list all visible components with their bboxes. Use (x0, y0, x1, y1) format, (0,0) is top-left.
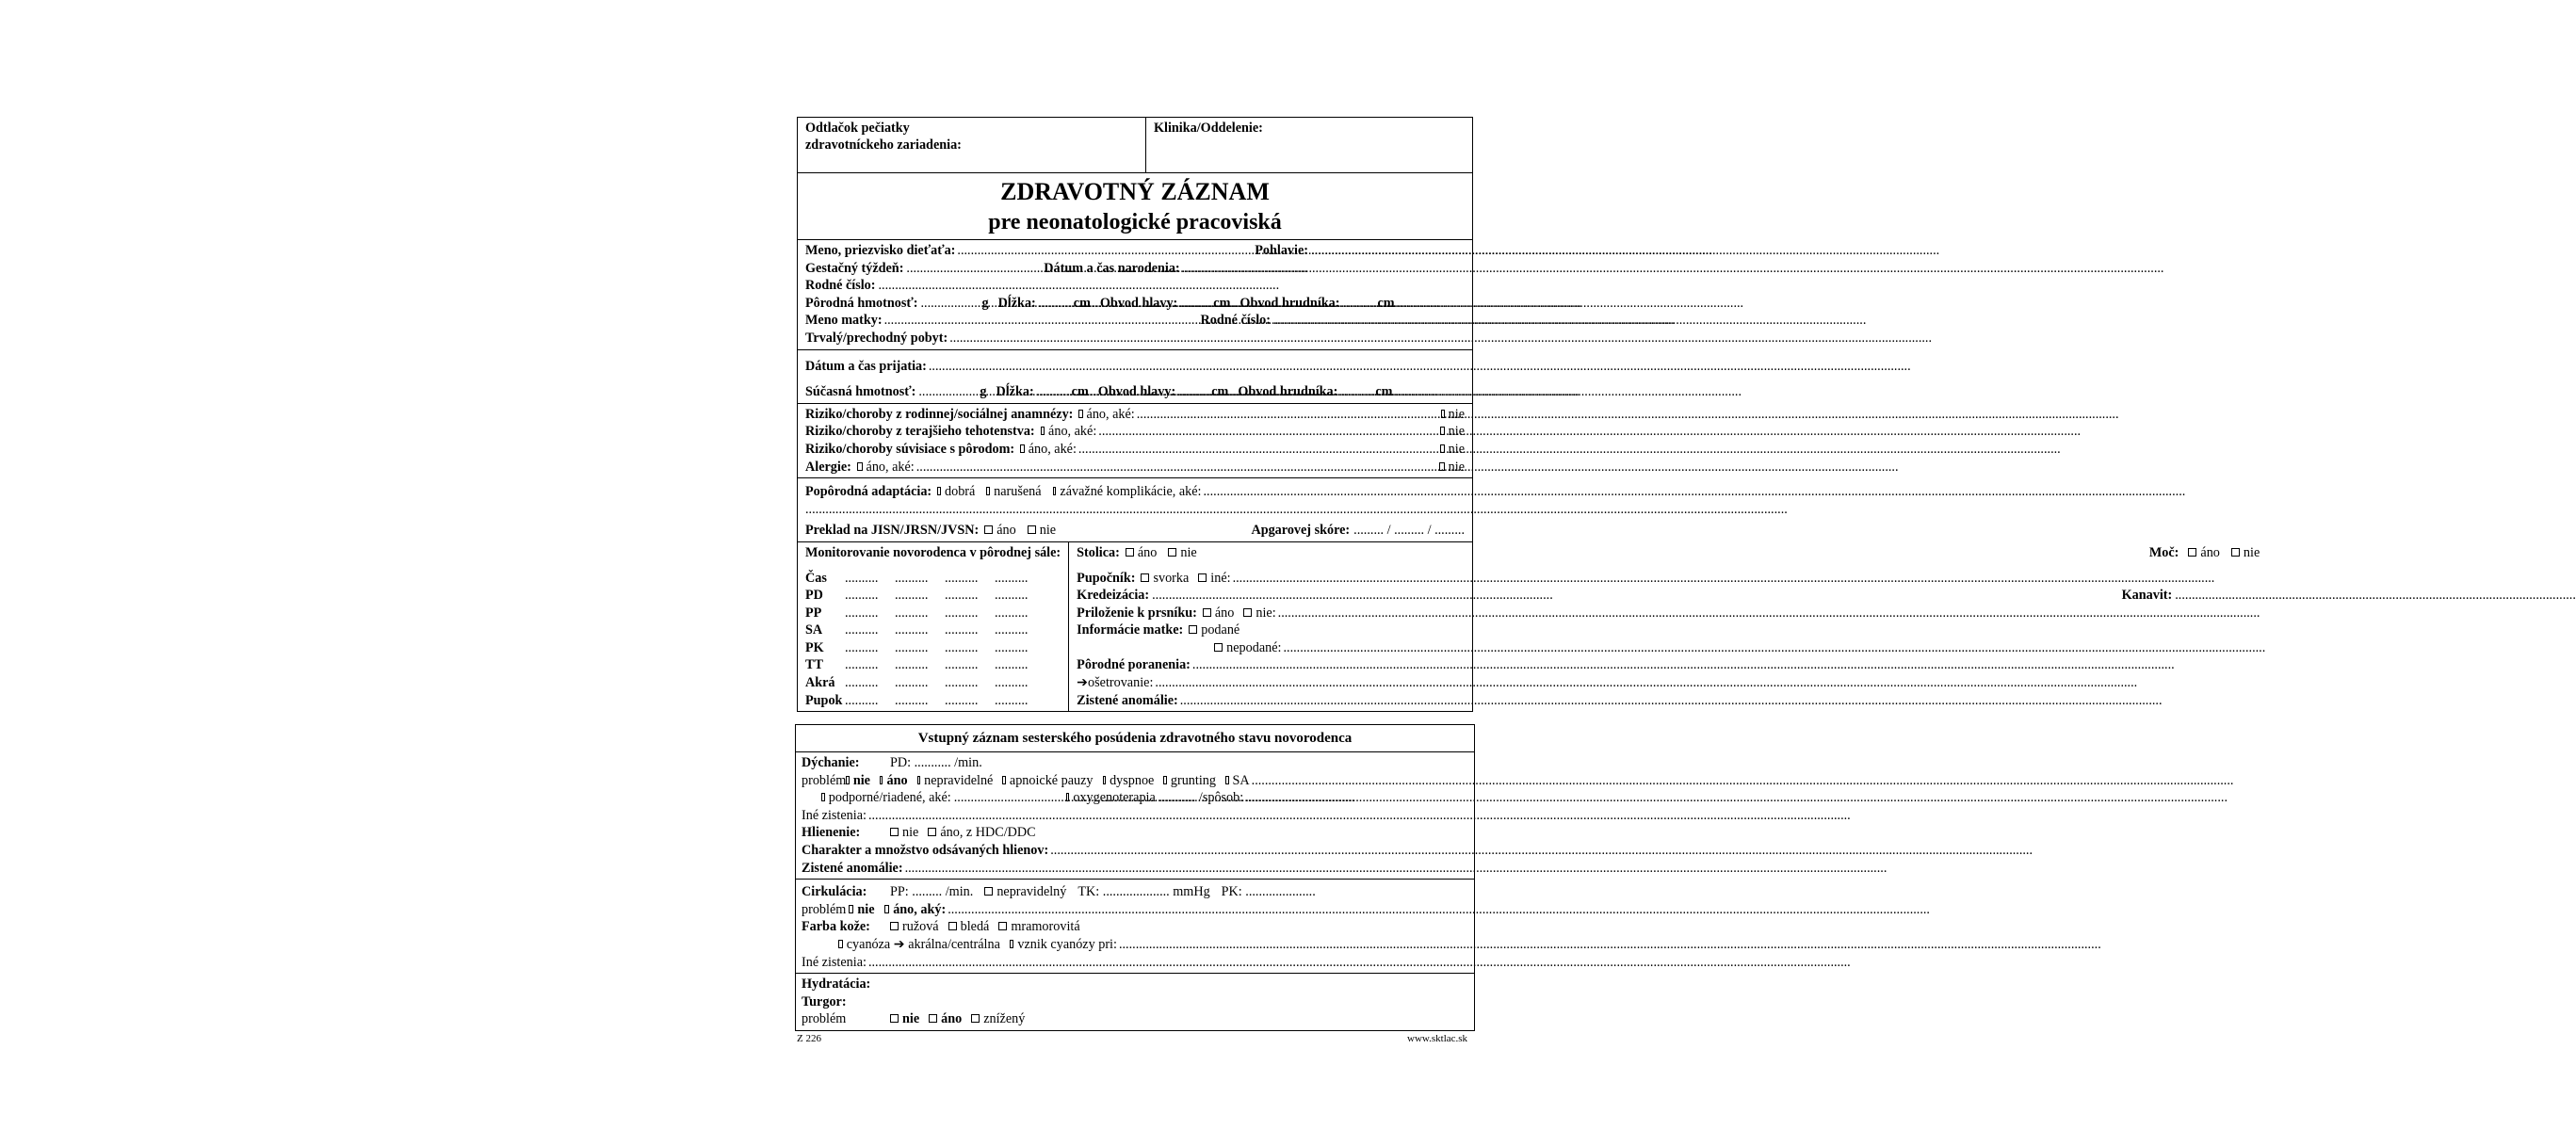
monitoring-cell[interactable] (945, 639, 995, 657)
kanavit-label: Kanavit: (2121, 588, 2173, 604)
birth-number-field[interactable] (878, 277, 1071, 295)
no-label: nie (1448, 406, 1465, 422)
cyanosis-when-field[interactable] (1119, 936, 1466, 954)
risk-pregnancy-field[interactable] (1098, 423, 1433, 441)
monitoring-cell[interactable] (945, 587, 995, 605)
form-code: Z 226 (797, 1033, 821, 1044)
unit-cm: cm (1213, 295, 1231, 311)
breast-field[interactable] (1278, 605, 2266, 622)
mother-name-field[interactable] (884, 312, 1196, 330)
problem-label: problém (802, 901, 847, 917)
problem-label: problém (802, 1011, 847, 1027)
turgor-label: Turgor: (802, 993, 847, 1009)
credeization-field[interactable] (1152, 587, 1256, 605)
checkbox-icon[interactable] (1066, 793, 1070, 801)
pale-label: bledá (960, 919, 990, 935)
credeization-label: Kredeizácia: (1077, 588, 1150, 604)
checkbox-icon[interactable] (1126, 548, 1134, 557)
checkbox-icon[interactable] (1198, 573, 1207, 582)
monitoring-cell[interactable] (895, 674, 945, 692)
head-field[interactable] (1180, 295, 1210, 313)
checkbox-icon[interactable] (937, 487, 941, 495)
monitoring-cell[interactable] (845, 656, 895, 674)
no-label: nie (1039, 523, 1057, 539)
checkbox-icon[interactable] (1078, 410, 1082, 418)
yes-which-label: áno, aké: (1086, 406, 1135, 422)
stamp-label-2: zdravotníckeho zariadenia: (805, 137, 962, 153)
skin-label: Farba kože: (802, 919, 870, 935)
current-weight-field[interactable] (918, 383, 977, 401)
monitoring-cell[interactable] (945, 692, 995, 710)
irregular-label: nepravidelné (924, 772, 994, 788)
residence-field[interactable] (949, 330, 1463, 347)
monitoring-section (798, 542, 2260, 711)
breast-label: Priloženie k prsníku: (1077, 605, 1197, 621)
monitoring-cell[interactable] (845, 570, 895, 588)
monitoring-column (798, 542, 1069, 711)
no-label: nie (1448, 424, 1466, 440)
stamp-label-1: Odtlačok pečiatky (805, 121, 910, 136)
checkbox-icon[interactable] (1020, 444, 1025, 453)
allergy-field[interactable] (916, 459, 1432, 476)
chest-label: Obvod hrudníka: (1239, 295, 1340, 311)
unit-cm: cm (1377, 295, 1395, 311)
checkbox-icon[interactable] (846, 776, 850, 784)
grunting-label: grunting (1170, 772, 1216, 788)
monitoring-cell[interactable] (845, 605, 895, 622)
current-length-field[interactable] (1037, 383, 1069, 401)
other-label: iné: (1210, 570, 1231, 586)
irregular-m-label: nepravidelný (996, 884, 1067, 900)
child-name-field[interactable] (957, 242, 1250, 260)
yes-label: áno (941, 1011, 963, 1027)
kanavit-field[interactable] (2175, 587, 2264, 605)
monitoring-cell[interactable] (895, 639, 945, 657)
yes-which-label: áno, aké: (1048, 424, 1097, 440)
mucus-yes-label: áno, z HDC/DDC (940, 825, 1036, 841)
current-head-field[interactable] (1178, 383, 1208, 401)
no-label: nie (852, 772, 870, 788)
checkbox-icon[interactable] (928, 828, 936, 836)
monitoring-row (805, 570, 1061, 588)
checkbox-icon[interactable] (948, 922, 957, 930)
monitoring-cell[interactable] (945, 674, 995, 692)
monitoring-cell[interactable] (845, 674, 895, 692)
checkbox-icon[interactable] (971, 1014, 980, 1023)
umbilical-field[interactable] (1233, 570, 2266, 588)
checkbox-icon[interactable] (1203, 608, 1211, 617)
checkbox-icon[interactable] (1440, 444, 1445, 453)
checkbox-icon[interactable] (1440, 427, 1444, 435)
monitoring-row-label: Akrá (805, 675, 835, 691)
apnea-label: apnoické pauzy (1009, 772, 1094, 788)
cyanosis-label: cyanóza ➔ akrálna/centrálna (846, 936, 1000, 952)
yes-label: áno (886, 772, 908, 788)
checkbox-icon[interactable] (984, 887, 993, 896)
circulation-problem-field[interactable] (948, 901, 1466, 919)
checkbox-icon[interactable] (984, 525, 993, 534)
dyspnea-label: dyspnoe (1110, 772, 1155, 788)
serious-label: závažné komplikácie, aké: (1060, 484, 1202, 500)
apgar-field[interactable]: ......... / ......... / ......... (1353, 523, 1465, 539)
checkbox-icon[interactable] (821, 793, 825, 801)
stamp-field[interactable] (798, 118, 1146, 172)
good-label: dobrá (945, 484, 976, 500)
circulation-label: Cirkulácia: (802, 884, 867, 900)
injuries-field[interactable] (1192, 656, 2265, 674)
marbled-label: mramorovitá (1011, 919, 1080, 935)
checkbox-icon[interactable] (1168, 548, 1176, 557)
risk-family-label: Riziko/choroby z rodinnej/sociálnej anamnézy: (805, 406, 1074, 422)
monitoring-row (805, 605, 1061, 622)
website: www.sktlac.sk (1407, 1033, 1468, 1044)
monitoring-cell[interactable] (845, 587, 895, 605)
nursing-assessment-form (795, 724, 1475, 1031)
stool-label: Stolica: (1077, 544, 1120, 560)
chest-field[interactable] (1342, 295, 1374, 313)
checkbox-icon[interactable] (998, 922, 1007, 930)
urine-label: Moč: (2148, 544, 2179, 560)
checkbox-icon[interactable] (838, 940, 842, 948)
breathing-anomalies-label: Zistené anomálie: (802, 860, 903, 876)
tk-field[interactable]: TK: .................... mmHg (1077, 884, 1210, 900)
sex-field[interactable] (1311, 242, 1462, 260)
monitoring-cell[interactable] (995, 622, 1045, 639)
adaptation-section (798, 478, 1472, 542)
mother-birth-number-label: Rodné číslo: (1200, 313, 1271, 329)
monitoring-cell[interactable] (995, 605, 1045, 622)
checkbox-icon[interactable] (1028, 525, 1036, 534)
circulation-other-field[interactable] (868, 954, 1466, 972)
anomalies-field[interactable] (1180, 692, 2266, 710)
title-line-2: pre neonatologické pracoviská (988, 210, 1282, 234)
supported-label: podporné/riadené, aké: (828, 790, 951, 806)
checkbox-icon[interactable] (1189, 625, 1197, 634)
treatment-field[interactable] (1155, 674, 2265, 692)
checkbox-icon[interactable] (890, 1014, 899, 1023)
adaptation-continuation-field[interactable] (805, 501, 1465, 519)
unit-cm: cm (1071, 384, 1089, 400)
hydration-section (796, 974, 1474, 1030)
circulation-section (796, 880, 1474, 974)
yes-label: áno (2200, 544, 2220, 560)
child-name-label: Meno, priezvisko dieťaťa: (805, 243, 956, 258)
yes-label: áno (996, 523, 1016, 539)
unit-g: g (980, 384, 987, 400)
form-header (798, 118, 1472, 173)
oxygen-label: oxygenoterapia ........... /spôsob: (1073, 790, 1244, 806)
breathing-section (796, 752, 1474, 880)
monitoring-cell[interactable] (895, 656, 945, 674)
mucus-char-field[interactable] (1050, 842, 1466, 860)
umbilical-label: Pupočník: (1077, 570, 1136, 586)
hydration-label: Hydratácia: (802, 977, 871, 993)
birth-weight-field[interactable] (920, 295, 979, 313)
checkbox-icon[interactable] (1214, 643, 1223, 652)
risk-birth-label: Riziko/choroby súvisiace s pôrodom: (805, 441, 1015, 457)
breathing-anomalies-field[interactable] (905, 860, 1466, 878)
pk-field[interactable]: PK: ..................... (1221, 884, 1316, 900)
monitoring-row (805, 639, 1061, 657)
monitoring-cell[interactable] (845, 692, 895, 710)
length-label: Dĺžka: (997, 295, 1036, 311)
monitoring-row-label: Čas (805, 570, 827, 586)
admission-datetime-label: Dátum a čas prijatia: (805, 358, 927, 374)
current-chest-field[interactable] (1340, 383, 1372, 401)
checkbox-icon[interactable] (1441, 410, 1445, 418)
gest-week-field[interactable] (906, 260, 1038, 278)
checkbox-icon[interactable] (1225, 776, 1229, 784)
risk-family-field[interactable] (1137, 406, 1434, 424)
monitoring-row-label: TT (805, 657, 823, 673)
monitoring-cell[interactable] (995, 674, 1045, 692)
neonatal-record-form (797, 117, 2260, 712)
unit-cm: cm (1073, 295, 1091, 311)
no-label: nie (1180, 544, 1197, 560)
no-label: nie (1448, 441, 1466, 457)
monitoring-cell[interactable] (995, 570, 1045, 588)
monitoring-cell[interactable] (895, 692, 945, 710)
risk-birth-field[interactable] (1078, 441, 1433, 459)
given-label: podané (1201, 622, 1240, 638)
birth-weight-label: Pôrodná hmotnosť: (805, 295, 918, 311)
risks-section (798, 404, 1472, 478)
checkbox-icon[interactable] (1002, 776, 1006, 784)
pink-label: ružová (902, 919, 939, 935)
title-line-1: ZDRAVOTNÝ ZÁZNAM (1000, 178, 1270, 205)
yes-which-label: áno, aké: (866, 459, 915, 475)
yes-label: áno (1137, 544, 1158, 560)
injuries-label: Pôrodné poranenia: (1077, 657, 1191, 673)
monitoring-row (805, 674, 1061, 692)
checkbox-icon[interactable] (986, 487, 990, 495)
problem-label: problém (802, 772, 847, 788)
anomalies-label: Zistené anomálie: (1077, 692, 1178, 708)
treatment-label: ➔ošetrovanie: (1077, 675, 1154, 691)
adaptation-field[interactable] (1204, 483, 1463, 501)
checkbox-icon[interactable] (1103, 776, 1107, 784)
mother-info-label: Informácie matke: (1077, 622, 1184, 638)
adaptation-label: Popôrodná adaptácia: (805, 484, 932, 500)
birth-number-label: Rodné číslo: (805, 278, 876, 294)
checkbox-icon[interactable] (1053, 487, 1057, 495)
monitoring-cell[interactable] (945, 570, 995, 588)
current-weight-label: Súčasná hmotnosť: (805, 384, 916, 400)
monitoring-table (805, 570, 1061, 710)
mother-birth-number-field[interactable] (1273, 312, 1462, 330)
sex-label: Pohlavie: (1255, 243, 1308, 258)
monitoring-row-label: PD (805, 588, 823, 604)
mucus-label: Hlienenie: (802, 825, 861, 841)
birth-datetime-field[interactable] (1182, 260, 1463, 278)
residence-label: Trvalý/prechodný pobyt: (805, 330, 948, 346)
admission-datetime-field[interactable] (929, 358, 1463, 376)
mother-name-label: Meno matky: (805, 313, 883, 329)
cyanosis-when-label: vznik cyanózy pri: (1017, 936, 1117, 952)
gest-week-label: Gestačný týždeň: (805, 260, 904, 276)
checkbox-icon[interactable] (1141, 573, 1149, 582)
admission-section (798, 350, 1472, 404)
birth-datetime-label: Dátum a čas narodenia: (1044, 260, 1180, 276)
checkbox-icon[interactable] (1010, 940, 1013, 948)
checkbox-icon[interactable] (1041, 427, 1045, 435)
nursing-title: Vstupný záznam sesterského posúdenia zdravotného stavu novorodenca (796, 725, 1474, 752)
mucus-char-label: Charakter a množstvo odsávaných hlienov: (802, 842, 1049, 858)
current-head-label: Obvod hlavy: (1097, 384, 1176, 400)
monitoring-cell[interactable] (895, 605, 945, 622)
monitoring-cell[interactable] (845, 622, 895, 639)
circulation-other-label: Iné zistenia: (802, 954, 867, 970)
allergy-label: Alergie: (805, 459, 851, 475)
checkbox-icon[interactable] (2231, 548, 2240, 557)
checkbox-icon[interactable] (884, 905, 890, 913)
clinic-field[interactable] (1146, 118, 1472, 172)
unit-cm: cm (1375, 384, 1393, 400)
form-title (798, 173, 1472, 240)
checkbox-icon[interactable] (1163, 776, 1167, 784)
apgar-label: Apgarovej skóre: (1251, 523, 1351, 539)
monitoring-row-label: Pupok (805, 692, 843, 708)
checkbox-icon[interactable] (1439, 462, 1445, 471)
yes-label: áno (1214, 605, 1235, 621)
other-findings-field[interactable] (868, 807, 1466, 825)
yes-which-label: áno, aký: (893, 901, 947, 917)
monitoring-row-label: SA (805, 622, 823, 638)
head-label: Obvod hlavy: (1099, 295, 1178, 311)
sa-field[interactable] (1252, 772, 1466, 790)
monitoring-cell[interactable] (945, 622, 995, 639)
monitoring-row-label: PK (805, 639, 824, 655)
checkbox-icon[interactable] (880, 776, 883, 784)
other-findings-label: Iné zistenia: (802, 807, 867, 823)
reduced-label: znížený (983, 1011, 1026, 1027)
no-label: nie (857, 901, 875, 917)
checkbox-icon[interactable] (890, 828, 899, 836)
pd-field[interactable]: PD: ........... /min. (890, 755, 982, 770)
no-label: nie (2243, 544, 2260, 560)
sa-label: SA (1232, 772, 1250, 788)
monitoring-cell[interactable] (995, 692, 1045, 710)
status-column (1069, 542, 2275, 711)
monitoring-row-label: PP (805, 605, 822, 621)
not-given-label: nepodané: (1226, 639, 1282, 655)
checkbox-icon[interactable] (1243, 608, 1252, 617)
breathing-label: Dýchanie: (802, 755, 860, 770)
yes-which-label: áno, aké: (1028, 441, 1077, 457)
checkbox-icon[interactable] (2188, 548, 2196, 557)
monitoring-cell[interactable] (945, 656, 995, 674)
transfer-label: Preklad na JISN/JRSN/JVSN: (805, 523, 980, 539)
monitoring-row (805, 656, 1061, 674)
child-info-section (798, 240, 1472, 350)
risk-pregnancy-label: Riziko/choroby z terajšieho tehotenstva: (805, 424, 1035, 440)
no-label: nie (902, 825, 919, 841)
no-label: nie (1448, 459, 1465, 475)
clamp-label: svorka (1153, 570, 1190, 586)
current-length-label: Dĺžka: (996, 384, 1034, 400)
no-label: nie (902, 1011, 920, 1027)
monitoring-cell[interactable] (895, 587, 945, 605)
checkbox-icon[interactable] (857, 462, 863, 471)
pp-field[interactable]: PP: ......... /min. (890, 884, 974, 900)
monitoring-title: Monitorovanie novorodenca v pôrodnej sále: (805, 544, 1061, 560)
monitoring-cell[interactable] (995, 656, 1045, 674)
monitoring-row (805, 692, 1061, 710)
monitoring-cell[interactable] (895, 570, 945, 588)
monitoring-row (805, 622, 1061, 639)
current-chest-label: Obvod hrudníka: (1238, 384, 1338, 400)
not-given-field[interactable] (1283, 639, 2265, 657)
unit-cm: cm (1211, 384, 1229, 400)
unit-g: g (981, 295, 989, 311)
monitoring-row (805, 587, 1061, 605)
checkbox-icon[interactable] (890, 922, 899, 930)
oxygen-field[interactable] (1245, 789, 1466, 807)
checkbox-icon[interactable] (849, 905, 854, 913)
monitoring-cell[interactable] (945, 605, 995, 622)
clinic-label: Klinika/Oddelenie: (1154, 121, 1263, 136)
supported-field[interactable] (954, 789, 1048, 807)
disturbed-label: narušená (994, 484, 1042, 500)
monitoring-cell[interactable] (895, 622, 945, 639)
checkbox-icon[interactable] (929, 1014, 937, 1023)
breast-no-label: nie: (1256, 605, 1276, 621)
monitoring-cell[interactable] (995, 639, 1045, 657)
monitoring-cell[interactable] (845, 639, 895, 657)
length-field[interactable] (1039, 295, 1071, 313)
checkbox-icon[interactable] (917, 776, 921, 784)
monitoring-cell[interactable] (995, 587, 1045, 605)
